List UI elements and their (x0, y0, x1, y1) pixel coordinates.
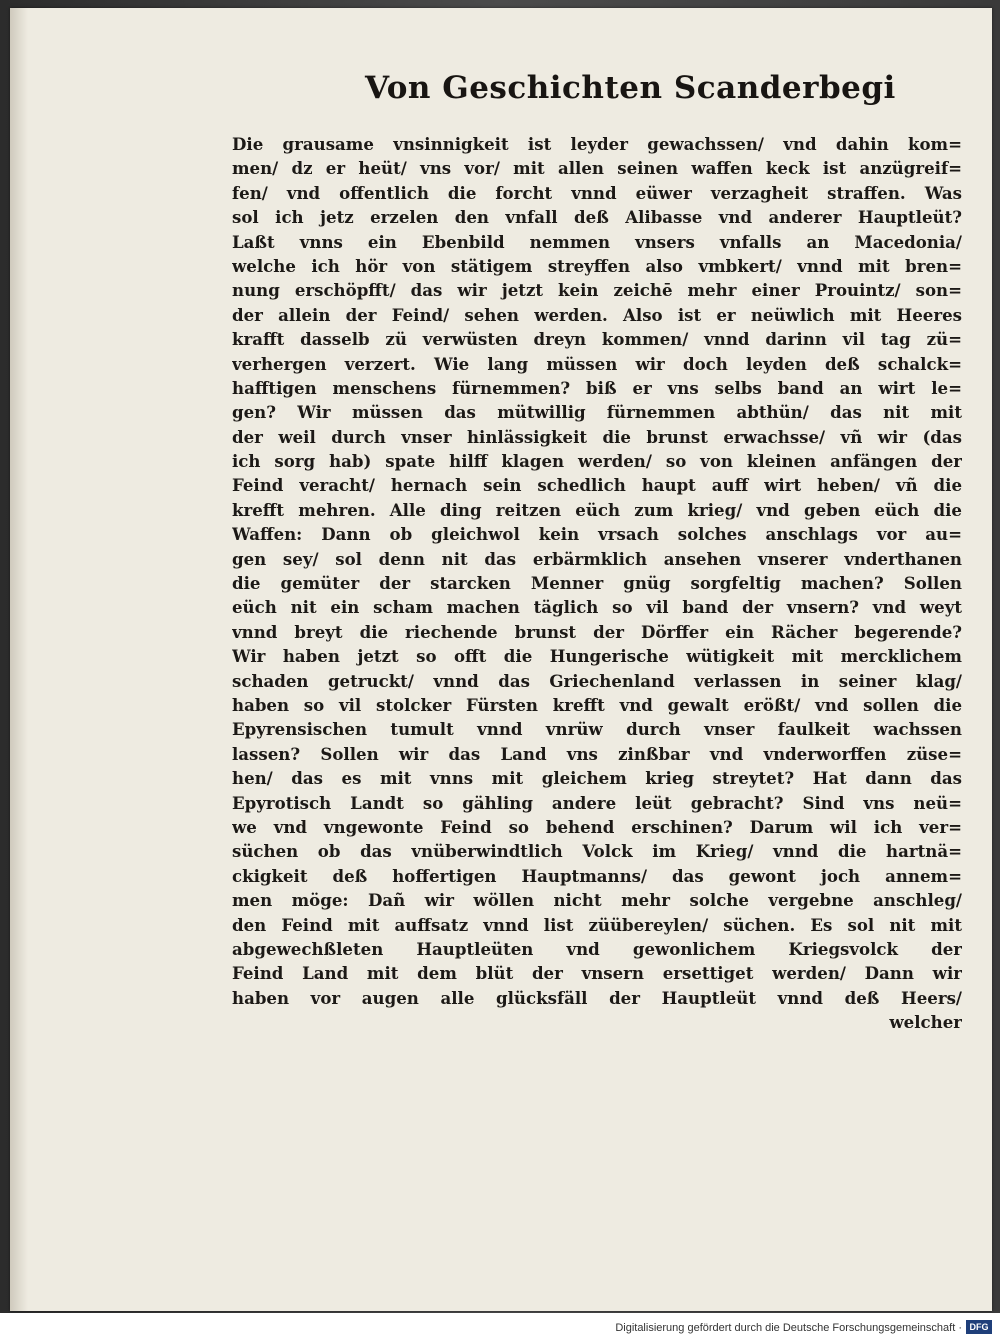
text-line: men/ dz er heüt/ vns vor/ mit allen seinen waffen keck ist anzügreif= (232, 158, 962, 179)
text-line: Wir haben jetzt so offt die Hungerische wütigkeit mit mercklichem (232, 646, 962, 667)
text-line: gen? Wir müssen das mütwillig fürnemmen abthün/ das nit mit (232, 402, 962, 423)
text-line: schaden getruckt/ vnnd das Griechenland verlassen in seiner klag/ (232, 670, 962, 691)
text-line: Feind Land mit dem blüt der vnsern ersettiget werden/ Dann wir (232, 963, 962, 984)
text-line: süchen ob das vnüberwindtlich Volck im Krieg/ vnnd die hartnä= (232, 841, 962, 862)
text-line: Laßt vnns ein Ebenbild nemmen vnsers vnfalls an Macedonia/ (232, 231, 962, 252)
text-line: krefft mehren. Alle ding reitzen eüch zum krieg/ vnd geben eüch die (232, 499, 962, 520)
page-fold-shadow (10, 8, 28, 1311)
book-page (10, 8, 992, 1311)
text-line: verhergen verzert. Wie lang müssen wir doch leyden deß schalck= (232, 353, 962, 374)
text-line: den Feind mit auffsatz vnnd list züübereylen/ süchen. Es sol nit mit (232, 914, 962, 935)
text-line: der allein der Feind/ sehen werden. Also ist er neüwlich mit Heeres (232, 304, 962, 325)
text-line: hafftigen menschens fürnemmen? biß er vns selbs band an wirt le= (232, 377, 962, 398)
text-line: sol ich jetz erzelen den vnfall deß Alibasse vnd anderer Hauptleüt? (232, 207, 962, 228)
text-line: welche ich hör von stätigem streyffen also vmbkert/ vnnd mit bren= (232, 255, 962, 276)
funding-credit: Digitalisierung gefördert durch die Deutsche Forschungsgemeinschaft · (615, 1322, 962, 1334)
text-line: haben vor augen alle glücksfäll der Hauptleüt vnnd deß Heers/ (232, 987, 962, 1008)
text-line: fen/ vnd offentlich die forcht vnnd eüwer verzagheit straffen. Was (232, 182, 962, 203)
text-line: haben so vil stolcker Fürsten krefft vnd gewalt erößt/ vnd sollen die (232, 694, 962, 715)
text-line: eüch nit ein scham machen täglich so vil band der vnsern? vnd weyt (232, 597, 962, 618)
text-line: ckigkeit deß hoffertigen Hauptmanns/ das gewont joch annem= (232, 865, 962, 886)
text-line: krafft dasselb zü verwüsten dreyn kommen/ vnnd darinn vil tag zü= (232, 329, 962, 350)
text-line: abgewechßleten Hauptleüten vnd gewonlichem Kriegsvolck der (232, 938, 962, 959)
text-line: vnnd breyt die riechende brunst der Dörffer ein Rächer begerende? (232, 621, 962, 642)
text-line: die gemüter der starcken Menner gnüg sorgfeltig machen? Sollen (232, 573, 962, 594)
text-line: Epyrensischen tumult vnnd vnrüw durch vnser faulkeit wachssen (232, 719, 962, 740)
page-body-text (232, 132, 962, 1034)
text-line: ich sorg hab) spate hilff klagen werden/ so von kleinen anfängen der (232, 451, 962, 472)
text-line: welcher (889, 1012, 962, 1033)
footer-bar (0, 1313, 1000, 1341)
page-title: Von Geschichten Scanderbegi (365, 70, 896, 106)
dfg-logo: DFG (966, 1320, 992, 1334)
text-line: lassen? Sollen wir das Land vns zinßbar vnd vnderworffen züse= (232, 743, 962, 764)
text-line: gen sey/ sol denn nit das erbärmklich ansehen vnserer vnderthanen (232, 548, 962, 569)
text-line: hen/ das es mit vnns mit gleichem krieg streytet? Hat dann das (232, 768, 962, 789)
text-line: Waffen: Dann ob gleichwol kein vrsach solches anschlags vor au= (232, 524, 962, 545)
text-line: Epyrotisch Landt so gähling andere leüt gebracht? Sind vns neü= (232, 792, 962, 813)
text-line: men möge: Dañ wir wöllen nicht mehr solche vergebne anschleg/ (232, 890, 962, 911)
text-line: Feind veracht/ hernach sein schedlich haupt auff wirt heben/ vñ die (232, 475, 962, 496)
text-line: der weil durch vnser hinlässigkeit die brunst erwachsse/ vñ wir (das (232, 426, 962, 447)
text-line: Die grausame vnsinnigkeit ist leyder gewachssen/ vnd dahin kom= (232, 134, 962, 154)
text-line: nung erschöpfft/ das wir jetzt kein zeichē mehr einer Prouintz/ son= (232, 280, 962, 301)
text-line: we vnd vngewonte Feind so behend erschinen? Darum wil ich ver= (232, 816, 962, 837)
